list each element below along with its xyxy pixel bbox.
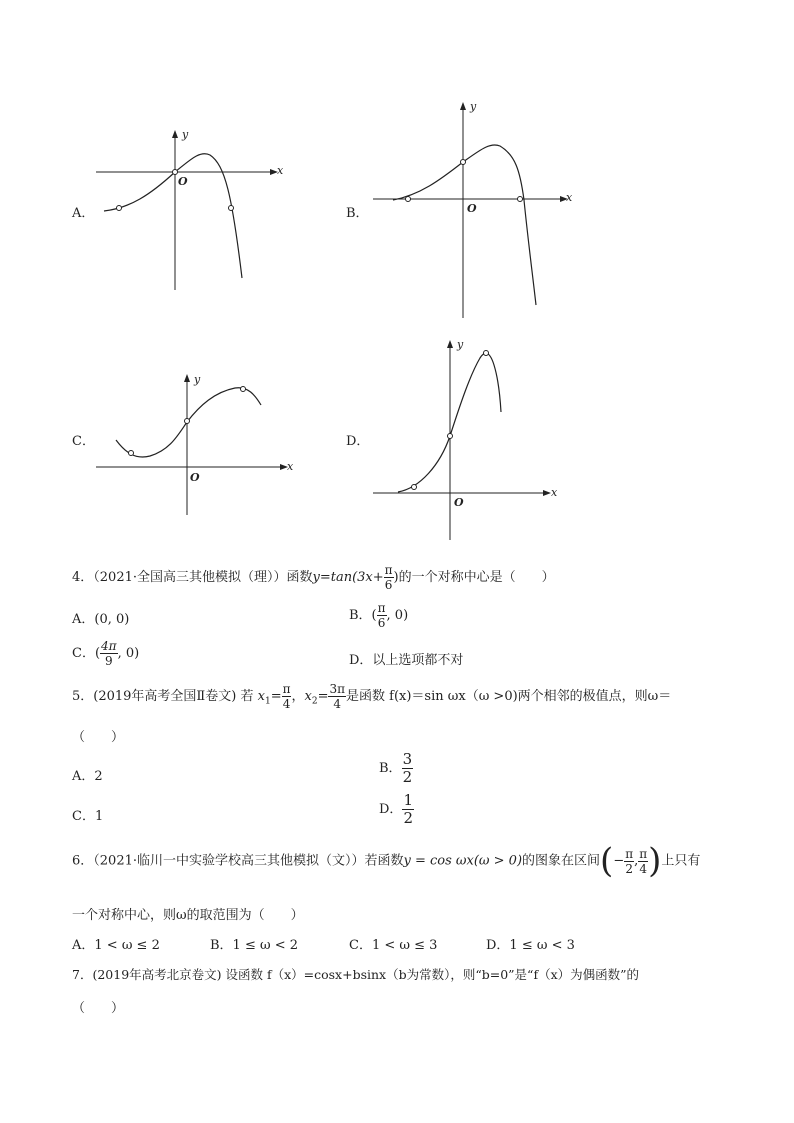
question-6-option-b[interactable]: B．1 ≤ ω < 2	[210, 938, 299, 953]
question-6-stem: 6．（2021·临川一中实验学校高三其他模拟（文））若函数y = cos ωx(ω > 0)的图象在区间(− $\frac{\pi}{2}$ , $\frac{\pi}{4}$ )上只有	[72, 841, 701, 881]
question-7-paren: （ ）	[72, 1001, 125, 1016]
option-b-label: B．	[346, 206, 369, 221]
question-4-option-a[interactable]: A．(0, 0)	[72, 612, 130, 627]
graph-c-x-label: x	[287, 460, 294, 473]
graph-a-origin-label: O	[178, 175, 188, 188]
question-4-option-c[interactable]: C．( $\frac{4\pi}{9}$ , 0)	[72, 639, 140, 668]
question-4-option-d[interactable]: D．以上选项都不对	[349, 653, 464, 668]
option-c-label: C．	[72, 434, 95, 449]
graph-a-y-label: y	[182, 128, 189, 141]
option-d-label: D．	[346, 434, 370, 449]
question-5-option-c[interactable]: C．1	[72, 809, 104, 824]
option-a-label: A．	[72, 206, 95, 221]
question-7-stem: 7．(2019年高考北京卷文) 设函数 f（x）=cosx+bsinx（b为常数），则“b=0”是“f（x）为偶函数”的	[72, 967, 640, 982]
question-4-option-b[interactable]: B．( $\frac{\pi}{6}$ , 0)	[349, 601, 409, 630]
question-6-option-d[interactable]: D．1 ≤ ω < 3	[486, 938, 575, 953]
graph-a-x-label: x	[277, 164, 284, 177]
question-5-option-d[interactable]: D． $\frac{1}{2}$	[379, 791, 413, 827]
graph-b-origin-label: O	[467, 202, 477, 215]
question-5-option-b[interactable]: B． $\frac{3}{2}$	[379, 750, 413, 786]
question-6-option-c[interactable]: C．1 < ω ≤ 3	[349, 938, 438, 953]
graph-d-y-label: y	[457, 338, 464, 351]
question-4-stem: 4．（2021·全国高三其他模拟（理））函数y=tan(3x+ $\frac{\pi}{6}$ )的一个对称中心是（ ）	[72, 563, 555, 592]
question-6-option-a[interactable]: A．1 < ω ≤ 2	[72, 938, 160, 953]
question-5-paren: （ ）	[72, 730, 125, 745]
graph-c-origin-label: O	[190, 471, 200, 484]
graph-b-y-label: y	[470, 100, 477, 113]
graph-b-x-label: x	[566, 191, 573, 204]
question-6-line2: 一个对称中心，则ω的取范围为（ ）	[72, 908, 304, 923]
graph-d-origin-label: O	[454, 496, 464, 509]
graph-d-x-label: x	[551, 486, 558, 499]
graph-c-y-label: y	[194, 373, 201, 386]
fraction: $\frac{\pi}{6}$	[384, 563, 393, 592]
question-5-option-a[interactable]: A．2	[72, 769, 103, 784]
question-5-stem: 5．(2019年高考全国Ⅱ卷文) 若 $x_1=$ $\frac{\pi}{4}$ ，$x_2=$ $\frac{3\pi}{4}$ 是函数 f(x)＝sin ωx（ω >0)两个相邻的极值点，则ω＝	[72, 682, 672, 711]
